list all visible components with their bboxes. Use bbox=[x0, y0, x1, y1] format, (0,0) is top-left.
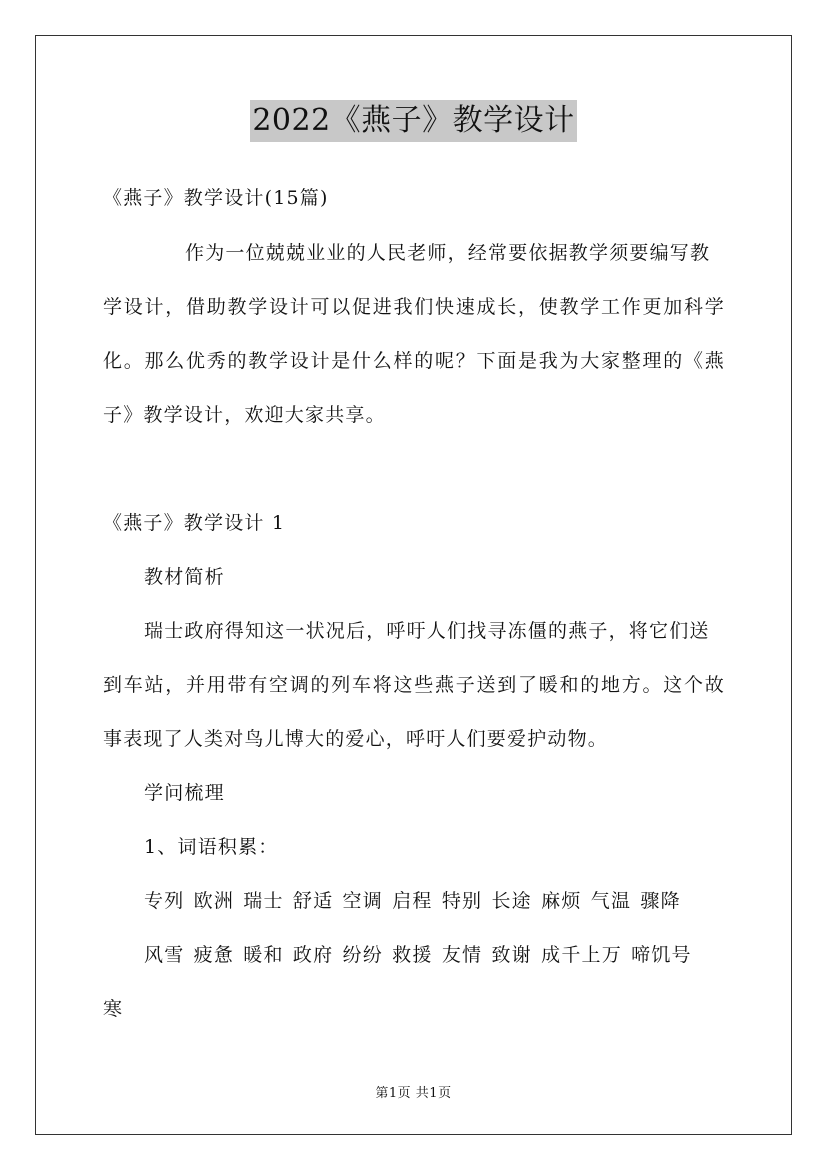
page-footer: 第1页 共1页 bbox=[375, 1086, 452, 1101]
vocab-line-3: 寒 bbox=[103, 998, 124, 1020]
intro-line-3: 化。那么优秀的教学设计是什么样的呢？下面是我为大家整理的《燕 bbox=[103, 350, 725, 372]
analysis-line-1: 瑞士政府得知这一状况后，呼吁人们找寻冻僵的燕子，将它们送 bbox=[144, 620, 710, 642]
vocab-heading: 1、词语积累： bbox=[144, 836, 279, 858]
intro-line-2: 学设计，借助教学设计可以促进我们快速成长，使教学工作更加科学 bbox=[103, 296, 725, 318]
title-wrap bbox=[0, 100, 827, 142]
intro-line-1: 作为一位兢兢业业的人民老师，经常要依据教学须要编写教 bbox=[185, 242, 711, 264]
vocab-line-2: 风雪 疲惫 暖和 政府 纷纷 救援 友情 致谢 成千上万 啼饥号 bbox=[144, 944, 692, 966]
intro-line-4: 子》教学设计，欢迎大家共享。 bbox=[103, 404, 386, 426]
subtitle: 《燕子》教学设计(15篇) bbox=[103, 187, 329, 209]
vocab-line-1: 专列 欧洲 瑞士 舒适 空调 启程 特别 长途 麻烦 气温 骤降 bbox=[144, 890, 681, 912]
knowledge-heading: 学问梳理 bbox=[144, 782, 225, 804]
analysis-line-2: 到车站，并用带有空调的列车将这些燕子送到了暖和的地方。这个故 bbox=[103, 674, 725, 696]
document-title: 2022《燕子》教学设计 bbox=[250, 100, 576, 142]
section-title: 《燕子》教学设计 1 bbox=[103, 512, 286, 534]
analysis-line-3: 事表现了人类对鸟儿博大的爱心，呼吁人们要爱护动物。 bbox=[103, 728, 609, 750]
analysis-heading: 教材简析 bbox=[144, 566, 225, 588]
